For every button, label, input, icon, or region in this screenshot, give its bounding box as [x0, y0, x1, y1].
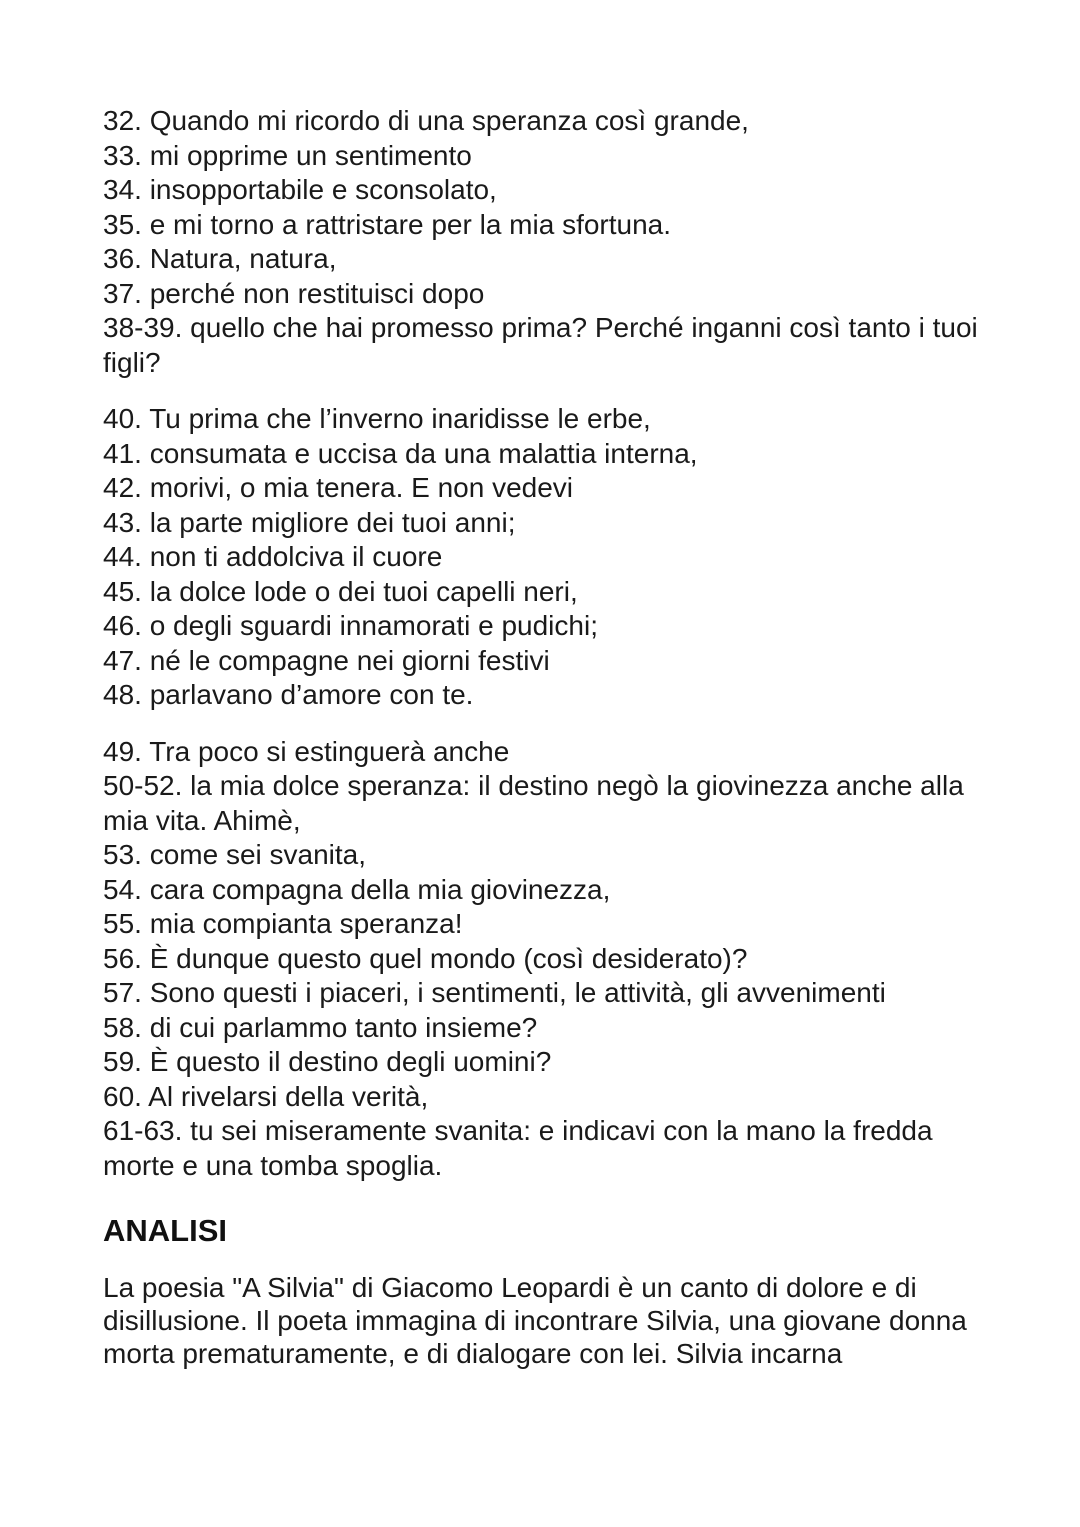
analysis-heading: ANALISI — [103, 1213, 227, 1248]
verse-line: 58. di cui parlammo tanto insieme? — [103, 1011, 538, 1043]
verse-line: 33. mi opprime un sentimento — [103, 139, 472, 171]
verse-line: 48. parlavano d’amore con te. — [103, 679, 474, 710]
verse-line: 43. la parte migliore dei tuoi anni; — [103, 506, 516, 538]
stanza-c — [103, 735, 983, 1184]
verse-line: 38-39. quello che hai promesso prima? Perché inganni così tanto i tuoi figli? — [103, 312, 978, 378]
verse-line: 47. né le compagne nei giorni festivi — [103, 644, 550, 676]
verse-line: 54. cara compagna della mia giovinezza, — [103, 873, 611, 905]
verse-line: 50-52. la mia dolce speranza: il destino negò la giovinezza anche alla mia vita. Ahimè, — [103, 770, 964, 836]
document-page — [103, 104, 983, 1370]
verse-line: 46. o degli sguardi innamorati e pudichi; — [103, 610, 598, 641]
verse-line: 32. Quando mi ricordo di una speranza così grande, — [103, 105, 749, 136]
verse-line: 60. Al rivelarsi della verità, — [103, 1080, 429, 1112]
verse-line: 37. perché non restituisci dopo — [103, 277, 485, 309]
verse-line: 53. come sei svanita, — [103, 839, 367, 870]
stanza-b — [103, 402, 983, 713]
verse-line: 56. È dunque questo quel mondo (così desiderato)? — [103, 942, 748, 974]
stanza-gap — [103, 380, 983, 402]
analysis-paragraph: La poesia "A Silvia" di Giacomo Leopardi è un canto di dolore e di disillusione. Il poeta immagina di incontrare Silvia, una giovane donna morta prematuramente, e di dialogare con lei. Silvia incarna — [103, 1272, 967, 1369]
verse-line: 59. È questo il destino degli uomini? — [103, 1046, 552, 1077]
stanza-gap — [103, 713, 983, 735]
verse-line: 44. non ti addolciva il cuore — [103, 541, 443, 572]
verse-line: 45. la dolce lode o dei tuoi capelli neri, — [103, 575, 578, 607]
verse-line: 40. Tu prima che l’inverno inaridisse le erbe, — [103, 403, 651, 434]
verse-line: 49. Tra poco si estinguerà anche — [103, 735, 510, 767]
verse-line: 41. consumata e uccisa da una malattia interna, — [103, 437, 698, 469]
verse-line: 55. mia compianta speranza! — [103, 908, 463, 939]
verse-line: 34. insopportabile e sconsolato, — [103, 174, 497, 205]
verse-line: 42. morivi, o mia tenera. E non vedevi — [103, 472, 574, 503]
verse-line: 57. Sono questi i piaceri, i sentimenti, le attività, gli avvenimenti — [103, 977, 886, 1008]
verse-line: 35. e mi torno a rattristare per la mia sfortuna. — [103, 208, 672, 240]
verse-line: 61-63. tu sei miseramente svanita: e indicavi con la mano la fredda morte e una tomba spoglia. — [103, 1115, 933, 1181]
stanza-a — [103, 104, 983, 380]
verse-line: 36. Natura, natura, — [103, 243, 337, 274]
